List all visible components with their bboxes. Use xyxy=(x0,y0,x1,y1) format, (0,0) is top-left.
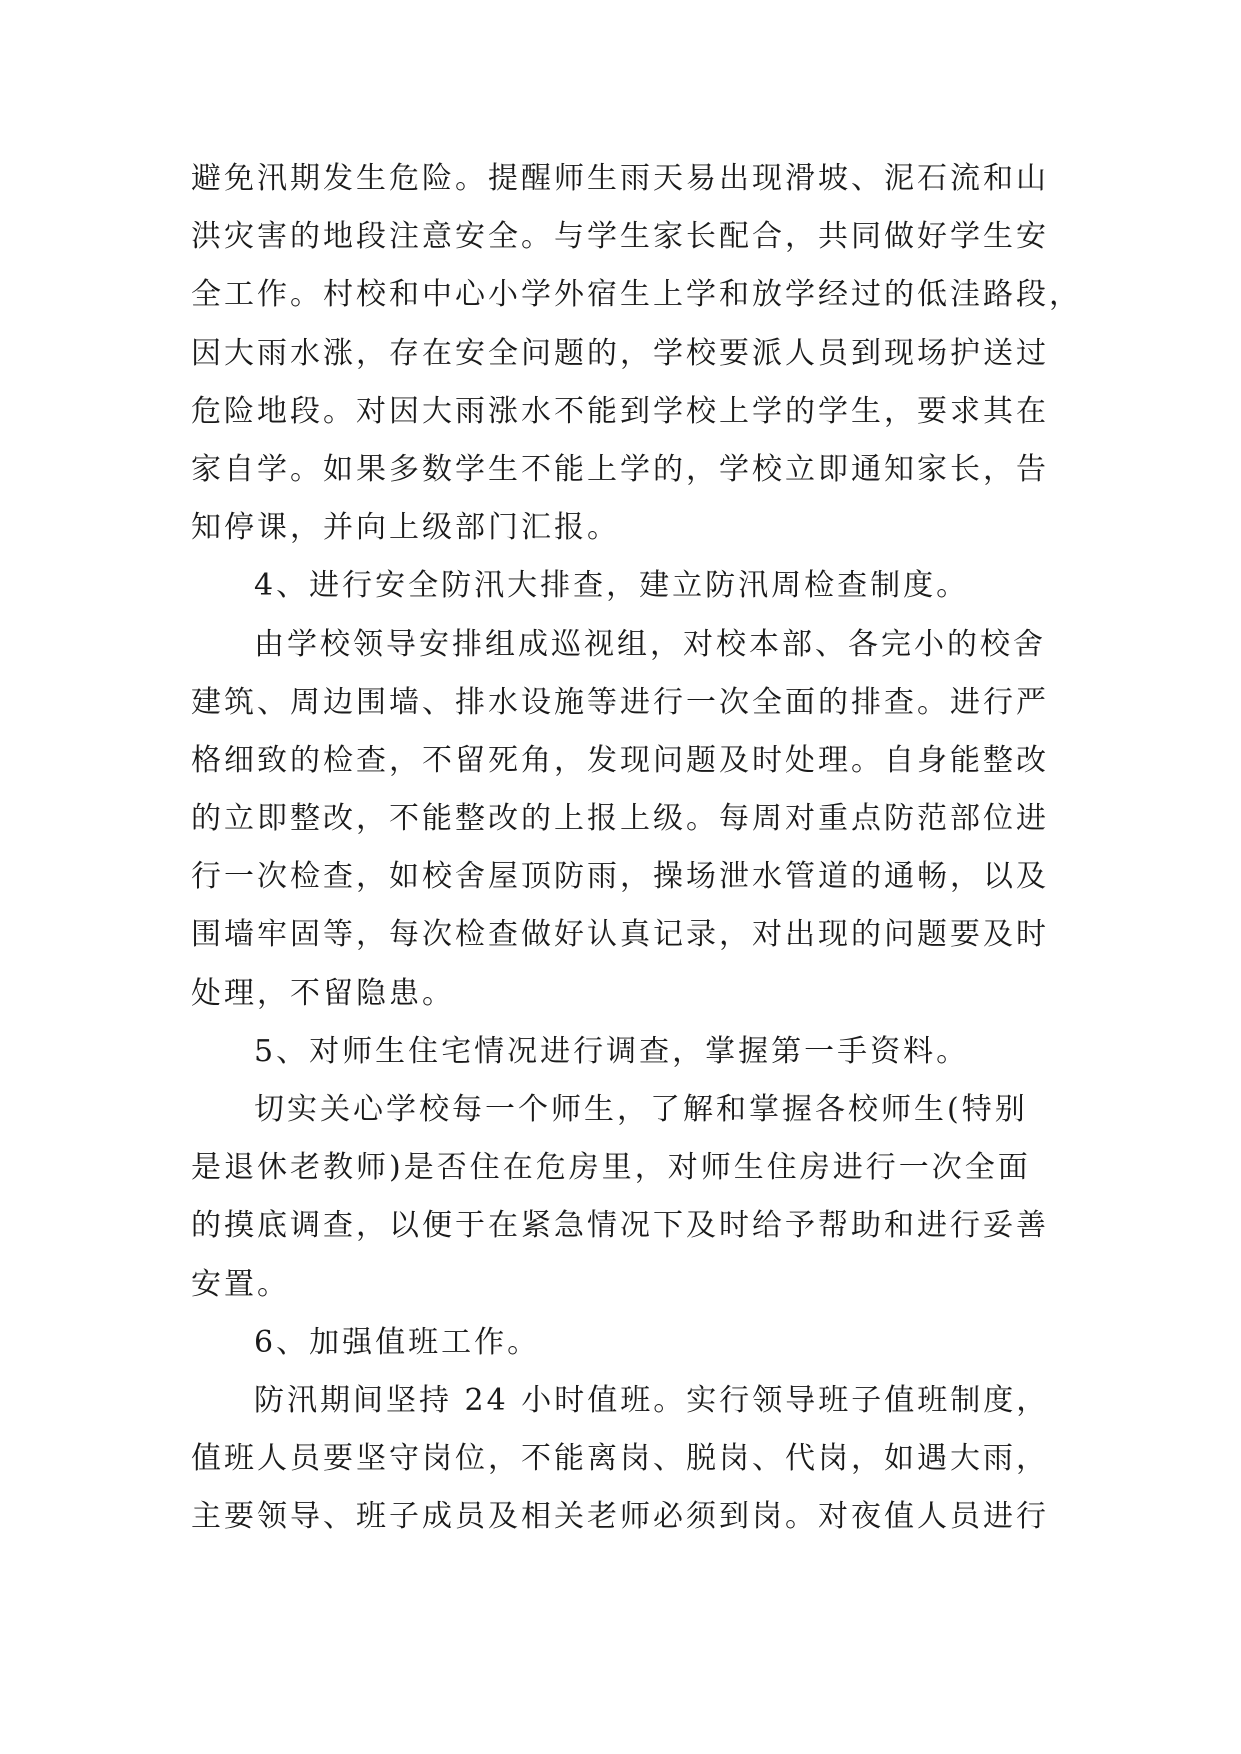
text-line: 洪灾害的地段注意安全。与学生家长配合，共同做好学生安 xyxy=(191,219,1049,255)
text-line: 的立即整改，不能整改的上报上级。每周对重点防范部位进 xyxy=(191,801,1049,837)
text-line: 安置。 xyxy=(191,1266,290,1302)
document-body xyxy=(191,150,1091,1547)
text-line: 值班人员要坚守岗位，不能离岗、脱岗、代岗，如遇大雨， xyxy=(191,1441,1049,1477)
text-line: 家自学。如果多数学生不能上学的，学校立即通知家长，告 xyxy=(191,451,1049,487)
text-line: 的摸底调查，以便于在紧急情况下及时给予帮助和进行妥善 xyxy=(191,1208,1049,1244)
text-line: 主要领导、班子成员及相关老师必须到岗。对夜值人员进行 xyxy=(191,1499,1049,1535)
text-line: 4、进行安全防汛大排查，建立防汛周检查制度。 xyxy=(254,568,970,604)
text-line: 6、加强值班工作。 xyxy=(254,1324,541,1360)
text-line: 行一次检查，如校舍屋顶防雨，操场泄水管道的通畅，以及 xyxy=(191,859,1049,895)
text-line: 围墙牢固等，每次检查做好认真记录，对出现的问题要及时 xyxy=(191,917,1049,953)
text-line: 建筑、周边围墙、排水设施等进行一次全面的排查。进行严 xyxy=(191,684,1049,720)
text-line: 切实关心学校每一个师生，了解和掌握各校师生(特别 xyxy=(254,1092,1028,1127)
text-line: 避免汛期发生危险。提醒师生雨天易出现滑坡、泥石流和山 xyxy=(191,161,1049,196)
text-line: 由学校领导安排组成巡视组，对校本部、各完小的校舍 xyxy=(254,626,1046,662)
text-line: 危险地段。对因大雨涨水不能到学校上学的学生，要求其在 xyxy=(191,393,1049,429)
text-line: 格细致的检查，不留死角，发现问题及时处理。自身能整改 xyxy=(191,742,1049,778)
text-line: 知停课，并向上级部门汇报。 xyxy=(191,510,620,546)
text-line: 因大雨水涨，存在安全问题的，学校要派人员到现场护送过 xyxy=(191,335,1049,371)
text-line: 5、对师生住宅情况进行调查，掌握第一手资料。 xyxy=(254,1033,970,1069)
text-line: 处理，不留隐患。 xyxy=(191,975,455,1011)
text-line: 全工作。村校和中心小学外宿生上学和放学经过的低洼路段， xyxy=(191,277,1082,313)
text-line: 防汛期间坚持 24 小时值班。实行领导班子值班制度， xyxy=(254,1382,1050,1418)
text-line: 是退休老教师)是否住在危房里，对师生住房进行一次全面 xyxy=(191,1150,1031,1186)
